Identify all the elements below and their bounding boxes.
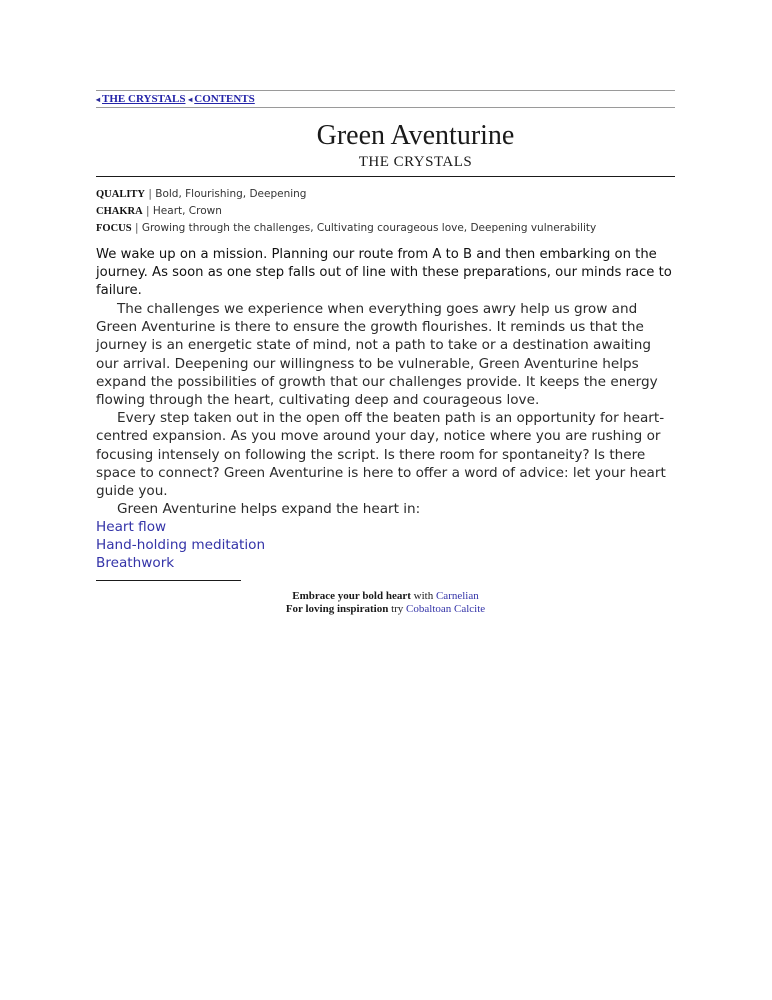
breadcrumb <box>96 90 675 108</box>
related-connector: with <box>413 590 434 603</box>
link-cobaltoan-calcite[interactable]: Cobaltoan Calcite <box>406 603 486 616</box>
meta-focus <box>96 220 675 237</box>
link-breathwork[interactable]: Breathwork <box>96 555 175 572</box>
body-paragraph: The challenges we experience when everything goes awry help us grow and Green Aventurine is there to ensure the growth flourishes. It reminds us that the journey is an energetic state of mind, not a path to take or a destination awaiting our arrival. Deepening our willingness to be vulnerable, Green Aventurine helps expand the possibilities of growth that our challenges provide. It keeps the energy flowing through the heart, cultivating deep and courageous love. <box>96 301 658 409</box>
link-hand-holding-meditation[interactable]: Hand-holding meditation <box>96 537 266 554</box>
meta-value: Growing through the challenges, Cultivating courageous love, Deepening vulnerability <box>141 222 597 234</box>
practice-links <box>96 518 675 572</box>
meta-separator: | <box>148 188 152 200</box>
nav-link-the-crystals[interactable]: THE CRYSTALS <box>102 93 186 105</box>
related-line-1 <box>96 590 675 603</box>
related-crystals <box>96 590 675 616</box>
page-title: Green Aventurine <box>316 120 515 151</box>
meta-key: FOCUS <box>96 223 132 234</box>
link-heart-flow[interactable]: Heart flow <box>96 519 167 536</box>
meta-quality <box>96 186 675 203</box>
back-arrow-icon: ◂ <box>96 95 101 104</box>
meta-separator: | <box>146 205 150 217</box>
meta-separator: | <box>134 222 139 234</box>
page-subtitle: THE CRYSTALS <box>358 154 473 170</box>
body-paragraph: Green Aventurine helps expand the heart in: <box>117 501 421 518</box>
page-header <box>156 120 675 171</box>
related-label: Embrace your bold heart <box>292 590 411 603</box>
meta-key: CHAKRA <box>96 206 143 217</box>
meta-value: Bold, Flourishing, Deepening <box>155 188 307 200</box>
related-label: For loving inspiration <box>285 603 389 616</box>
body-paragraph: Every step taken out in the open off the beaten path is an opportunity for heart-centred expansion. As you move around your day, notice where you are rushing or focusing intensely on following the script. Is there room for spontaneity? Is there space to connect? Green Aventurine is here to offer a word of advice: let your heart guide you. <box>96 410 666 500</box>
link-carnelian[interactable]: Carnelian <box>435 590 479 603</box>
related-line-2 <box>96 603 675 616</box>
content <box>96 90 675 616</box>
back-arrow-icon: ◂ <box>188 95 193 104</box>
nav-link-contents[interactable]: CONTENTS <box>194 93 255 105</box>
footnote-divider <box>96 580 241 581</box>
lead-paragraph: We wake up on a mission. Planning our route from A to B and then embarking on the journey. As soon as one step falls out of line with these preparations, our minds race to failure. <box>96 247 672 298</box>
related-connector: try <box>391 603 404 616</box>
meta-value: Heart, Crown <box>152 205 222 217</box>
crystal-properties <box>96 186 675 237</box>
meta-key: QUALITY <box>96 189 146 200</box>
meta-chakra <box>96 203 675 220</box>
title-divider <box>96 176 675 177</box>
